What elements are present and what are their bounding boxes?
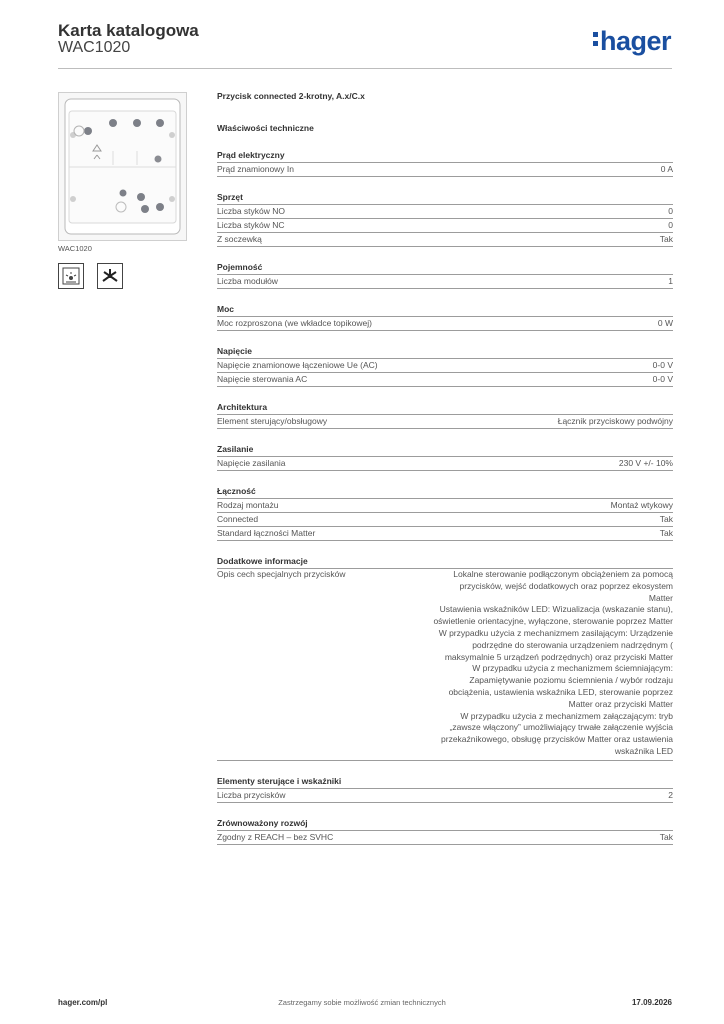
spec-value-line: Matter oraz przyciski Matter — [568, 698, 673, 709]
spec-value: 0 — [668, 206, 673, 216]
image-caption: WAC1020 — [58, 244, 92, 253]
spec-value: Tak — [659, 514, 673, 524]
spec-label: Liczba styków NC — [217, 220, 285, 230]
spec-value-line: obciążenia, ustawienia wskaźnika LED, sterowanie poprzez — [448, 686, 673, 697]
spec-row — [217, 317, 673, 331]
spec-row-multiline — [217, 569, 673, 761]
section-title: Napięcie — [217, 345, 673, 359]
section-title: Elementy sterujące i wskaźniki — [217, 775, 673, 789]
network-connected-icon — [97, 263, 123, 289]
spec-label: Prąd znamionowy In — [217, 164, 295, 174]
spec-label: Liczba styków NO — [217, 206, 286, 216]
footer-website: hager.com/pl — [58, 998, 108, 1007]
spec-value: 230 V +/- 10% — [618, 458, 673, 468]
spec-sections — [217, 149, 673, 555]
section-title: Dodatkowe informacje — [217, 555, 673, 569]
product-image — [58, 92, 187, 241]
spec-value-line: oświetlenie orientacyjne, wyłączone, sterowanie poprzez Matter — [433, 616, 673, 627]
led-indicator-icon — [58, 263, 84, 289]
spec-value-line: W przypadku użycia z mechanizmem ściemniającym: — [472, 663, 673, 674]
spec-label: Element sterujący/obsługowy — [217, 416, 328, 426]
spec-value-line: „zawsze włączony” umożliwiający trwałe załączenie wyjścia — [449, 722, 673, 733]
section-title: Prąd elektryczny — [217, 149, 673, 163]
section-title: Architektura — [217, 401, 673, 415]
spec-value-line: Matter — [648, 592, 673, 603]
product-code: WAC1020 — [58, 39, 131, 56]
spec-label: Liczba modułów — [217, 276, 278, 286]
spec-value-line: Zapamiętywanie poziomu ściemnienia / wybór rodzaju — [469, 675, 673, 686]
spec-label: Rodzaj montażu — [217, 500, 279, 510]
spec-label: Connected — [217, 514, 259, 524]
hager-logo: hager — [593, 26, 671, 57]
spec-label: Napięcie sterowania AC — [217, 374, 308, 384]
product-name: Przycisk connected 2-krotny, A.x/C.x — [217, 91, 365, 101]
spec-value: 2 — [668, 789, 673, 800]
spec-row — [217, 527, 673, 541]
logo-dots — [593, 26, 598, 46]
spec-value-line: Ustawienia wskaźników LED: Wizualizacja (wskazanie stanu), — [439, 604, 673, 615]
spec-value-line: W przypadku użycia z mechanizmem załączającym: tryb — [460, 710, 673, 721]
spec-label: Moc rozproszona (we wkładce topikowej) — [217, 318, 372, 328]
spec-row — [217, 373, 673, 387]
page-title: Karta katalogowa — [58, 21, 199, 40]
header-divider — [58, 68, 672, 69]
spec-label: Z soczewką — [217, 234, 262, 244]
spec-value: Tak — [659, 234, 673, 244]
spec-row — [217, 205, 673, 219]
spec-content — [217, 91, 673, 859]
spec-value: Łącznik przyciskowy podwójny — [557, 416, 673, 426]
spec-value: 0 W — [657, 318, 673, 328]
spec-value: 0-0 V — [652, 374, 673, 384]
spec-label: Liczba przycisków — [217, 789, 286, 800]
section-title: Sprzęt — [217, 191, 673, 205]
spec-label: Zgodny z REACH – bez SVHC — [217, 831, 334, 842]
spec-value: Tak — [659, 528, 673, 538]
spec-value: Montaż wtykowy — [610, 500, 673, 510]
section-title: Moc — [217, 303, 673, 317]
spec-value-line: wskaźnika LED — [614, 745, 673, 756]
spec-row — [217, 457, 673, 471]
spec-value: 1 — [668, 276, 673, 286]
spec-row — [217, 831, 673, 845]
spec-row — [217, 219, 673, 233]
spec-value: 0 — [668, 220, 673, 230]
section-title: Pojemność — [217, 261, 673, 275]
spec-row — [217, 789, 673, 803]
spec-value-line: przycisków, wejść dodatkowych oraz poprzez ekosystem — [459, 580, 673, 591]
section-title: Łączność — [217, 485, 673, 499]
spec-value-line: maksymalnie 5 urządzeń podrzędnych) oraz przyciski Matter — [444, 651, 673, 662]
spec-label: Standard łączności Matter — [217, 528, 316, 538]
footer-disclaimer: Zastrzegamy sobie możliwość zmian technicznych — [278, 998, 446, 1007]
spec-row — [217, 275, 673, 289]
spec-row — [217, 163, 673, 177]
properties-heading: Właściwości techniczne — [217, 123, 314, 133]
spec-value — [403, 569, 673, 758]
spec-row — [217, 233, 673, 247]
spec-row — [217, 499, 673, 513]
section-title: Zasilanie — [217, 443, 673, 457]
spec-label: Napięcie znamionowe łączeniowe Ue (AC) — [217, 360, 378, 370]
spec-value-line: Lokalne sterowanie podłączonym obciążeniem za pomocą — [453, 569, 673, 579]
spec-row — [217, 359, 673, 373]
spec-row — [217, 415, 673, 429]
spec-label: Opis cech specjalnych przycisków — [217, 569, 346, 579]
spec-row — [217, 513, 673, 527]
spec-value: Tak — [659, 831, 673, 842]
spec-value: 0-0 V — [652, 360, 673, 370]
spec-value-line: przekaźnikowego, obsługę przycisków Matter oraz ustawienia — [441, 734, 673, 745]
section-title: Zrównoważony rozwój — [217, 817, 673, 831]
spec-label: Napięcie zasilania — [217, 458, 286, 468]
spec-value-line: podrzędne do sterowania urządzeniem nadrzędnym ( — [472, 639, 673, 650]
spec-value: 0 A — [660, 164, 673, 174]
spec-value-line: W przypadku użycia z mechanizmem zasilającym: Urządzenie — [438, 627, 673, 638]
spec-sections-2 — [217, 775, 673, 859]
footer-date: 17.09.2026 — [631, 998, 672, 1007]
